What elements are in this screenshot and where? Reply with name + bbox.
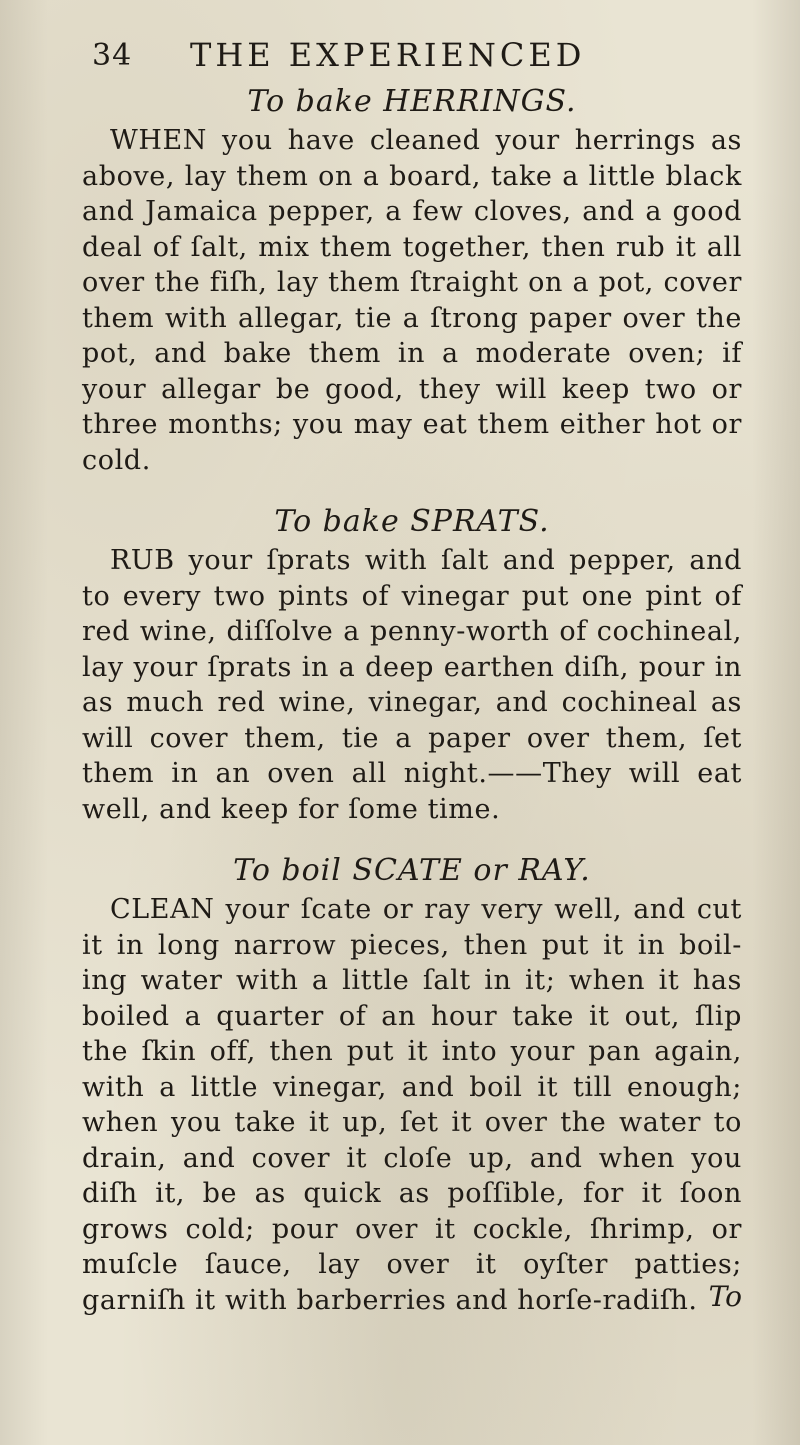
- recipe-herrings: [82, 84, 742, 478]
- recipe-body: RUB your ſprats with ſalt and pepper, and to every two pints of vinegar put one pint of red wine, diſſolve a penny-worth of cochineal, lay your ſprats in a deep earthen diſh, pour in as much red wine, vinegar, and cochineal as will cover them, tie a paper over them, ſet them in an oven all night.——They will eat well, and keep for ſome time.: [82, 545, 742, 825]
- recipe-scate: [82, 853, 742, 1318]
- running-title: THE EXPERIENCED: [190, 36, 586, 74]
- recipe-body: WHEN you have cleaned your herrings as above, lay them on a board, take a little black and Jamaica pepper, a few cloves, and a good deal of ſalt, mix them together, then rub it all over the fiſh, lay them ſtraight on a pot, cover them with allegar, tie a ſtrong paper over the pot, and bake them in a moderate oven; if your allegar be good, they will keep two or three months; you may eat them either hot or cold.: [82, 125, 742, 476]
- recipe-body: CLEAN your ſcate or ray very well, and cut it in long narrow pieces, then put it in boil-ing water with a little ſalt in it; when it has boiled a quarter of an hour take it out, ſlip the ſkin off, then put it into your pan again, with a little vinegar, and boil it till enough; when you take it up, ſet it over the water to drain, and cover it cloſe up, and when you diſh it, be as quick as poſſible, for it ſoon grows cold; pour over it cockle, ſhrimp, or muſcle ſauce, lay over it oyſter patties; garniſh it with barberries and horſe-radiſh.: [82, 894, 742, 1316]
- recipe-sprats: [82, 504, 742, 827]
- running-head: [92, 36, 712, 80]
- catchword: To: [708, 1280, 742, 1313]
- recipe-title: To boil SCATE or RAY.: [233, 853, 591, 888]
- recipe-title: To bake HERRINGS.: [247, 84, 577, 119]
- page-number: 34: [92, 38, 133, 73]
- recipe-title: To bake SPRATS.: [274, 504, 550, 539]
- text-column: [82, 84, 742, 1318]
